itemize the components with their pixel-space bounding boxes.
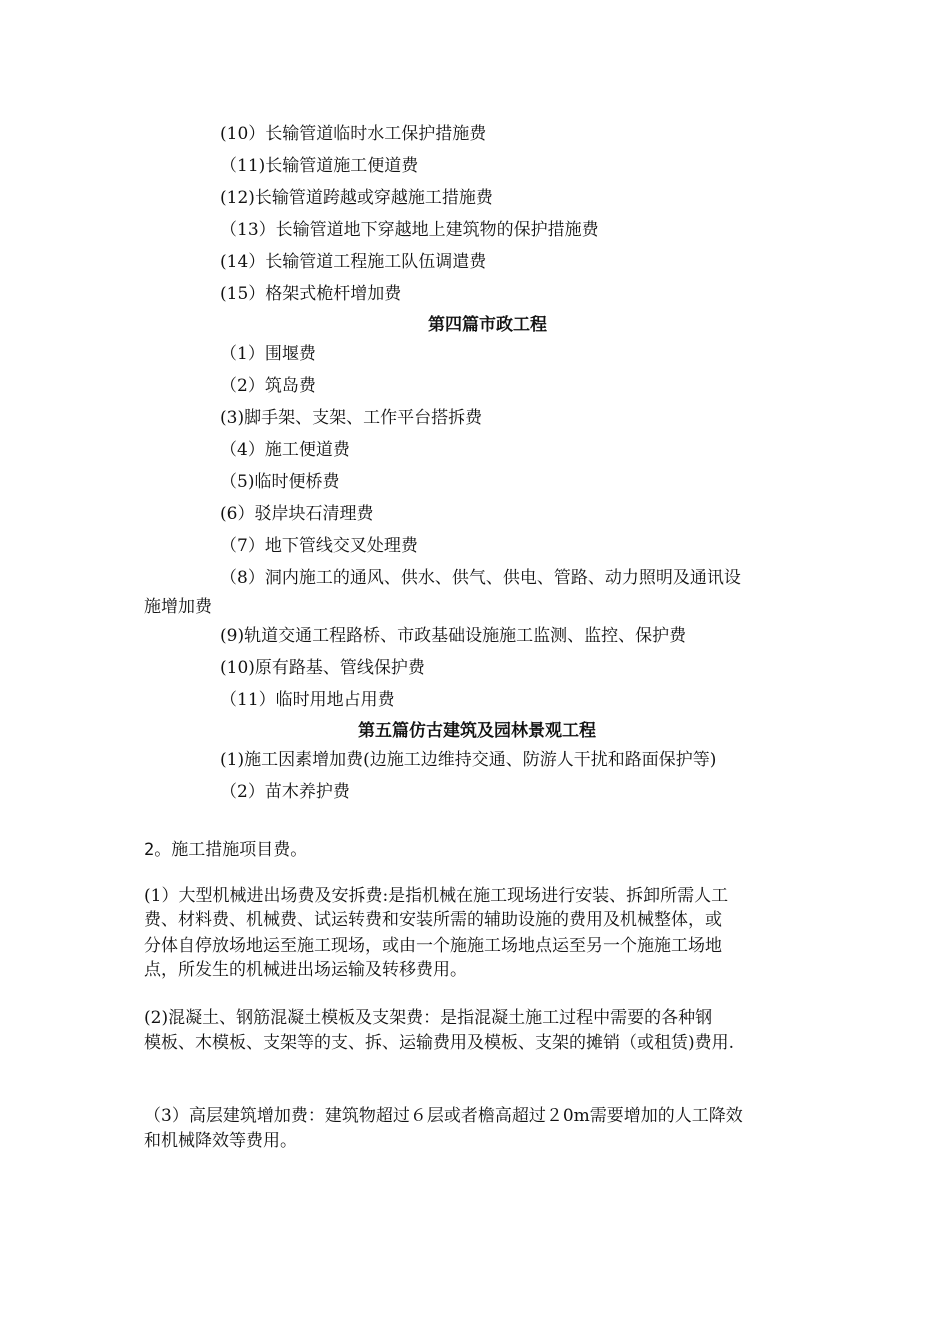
list-item: (9)轨道交通工程路桥、市政基础设施施工监测、监控、保护费 <box>220 626 687 646</box>
paragraph-line: (2)混凝土、钢筋混凝土模板及支架费：是指混凝土施工过程中需要的各种钢 <box>144 1008 713 1028</box>
list-item: (10)原有路基、管线保护费 <box>220 658 425 678</box>
list-item: （1）围堰费 <box>220 344 316 364</box>
list-item: (6）驳岸块石清理费 <box>220 504 374 524</box>
paragraph-line: 费、材料费、机械费、试运转费和安装所需的辅助设施的费用及机械整体，或 <box>144 910 722 930</box>
section-title: 第五篇仿古建筑及园林景观工程 <box>358 721 596 741</box>
list-item: （13）长输管道地下穿越地上建筑物的保护措施费 <box>220 220 599 240</box>
paragraph-line: (1）大型机械进出场费及安拆费:是指机械在施工现场进行安装、拆卸所需人工 <box>144 886 729 906</box>
list-item: (1)施工因素增加费(边施工边维持交通、防游人干扰和路面保护等) <box>220 750 717 770</box>
list-item: （2）苗木养护费 <box>220 782 350 802</box>
list-item: (3)脚手架、支架、工作平台搭拆费 <box>220 408 483 428</box>
list-item: （11）临时用地占用费 <box>220 690 395 710</box>
list-item: （11)长输管道施工便道费 <box>220 156 419 176</box>
list-item: (15）格架式桅杆增加费 <box>220 284 402 304</box>
paragraph-heading: 2。施工措施项目费。 <box>144 840 308 860</box>
list-item: (10）长输管道临时水工保护措施费 <box>220 124 487 144</box>
list-item: （7）地下管线交叉处理费 <box>220 536 418 556</box>
paragraph-line: 点，所发生的机械进出场运输及转移费用。 <box>144 960 467 980</box>
list-item: （8）洞内施工的通风、供水、供气、供电、管路、动力照明及通讯设 <box>220 568 741 588</box>
paragraph-line: 模板、木模板、支架等的支、拆、运输费用及模板、支架的摊销（或租赁)费用. <box>144 1033 735 1053</box>
paragraph-line: 分体自停放场地运至施工现场，或由一个施施工场地点运至另一个施施工场地 <box>144 936 722 956</box>
paragraph-line: （3）高层建筑增加费：建筑物超过６层或者檐高超过２0m需要增加的人工降效 <box>144 1106 743 1126</box>
list-item: (12)长输管道跨越或穿越施工措施费 <box>220 188 493 208</box>
paragraph-line: 和机械降效等费用。 <box>144 1131 297 1151</box>
list-item: （4）施工便道费 <box>220 440 350 460</box>
list-item: （5)临时便桥费 <box>220 472 340 492</box>
list-item: (14）长输管道工程施工队伍调遣费 <box>220 252 487 272</box>
list-item-continuation: 施增加费 <box>144 597 212 617</box>
section-title: 第四篇市政工程 <box>428 315 547 335</box>
list-item: （2）筑岛费 <box>220 376 316 396</box>
